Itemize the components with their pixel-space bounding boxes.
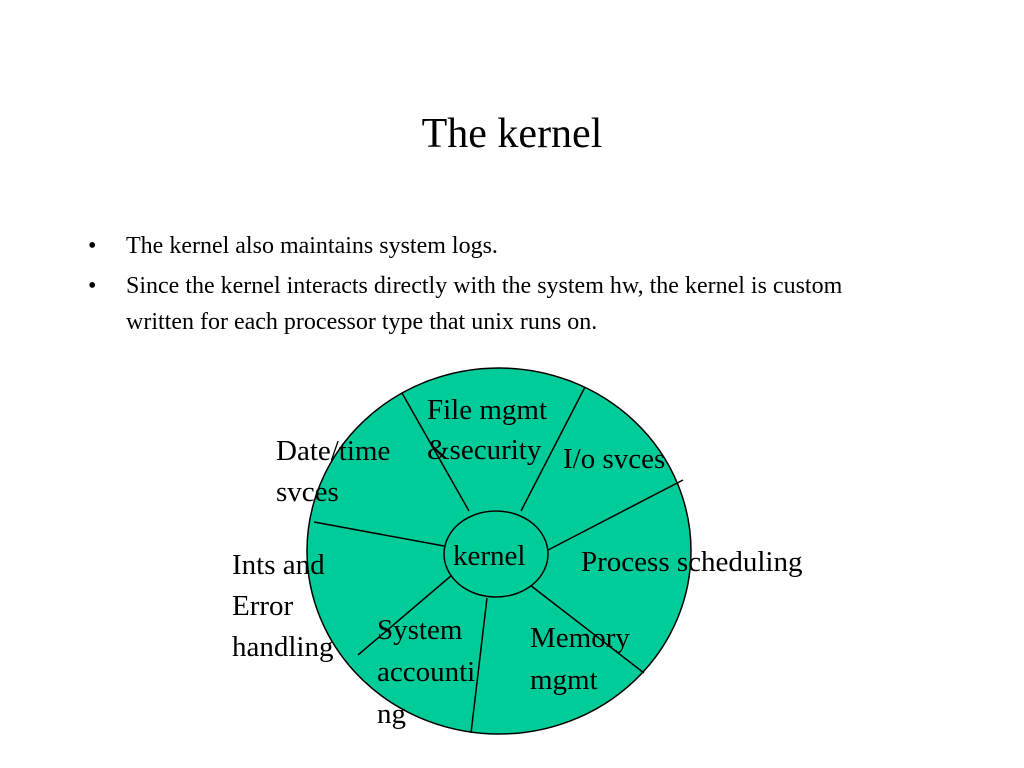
io-services-label <box>563 443 665 475</box>
label-line: ng <box>377 698 406 730</box>
kernel-label: kernel <box>453 540 526 572</box>
label-line: mgmt <box>530 664 598 696</box>
label-line: handling <box>232 631 334 663</box>
bullet-text: The kernel also maintains system logs. <box>126 233 498 259</box>
label-line: Process scheduling <box>581 546 803 578</box>
process-scheduling-label <box>581 546 803 578</box>
slide-title: The kernel <box>421 111 603 157</box>
label-line: I/o svces <box>563 443 666 475</box>
label-line: File mgmt <box>427 394 548 426</box>
label-line: svces <box>276 476 339 508</box>
label-line: System <box>377 614 463 646</box>
label-line: Error <box>232 590 294 622</box>
bullet-icon: • <box>88 273 97 299</box>
label-line: Ints and <box>232 549 325 581</box>
bullet-icon: • <box>88 233 97 259</box>
label-line: Memory <box>530 622 630 654</box>
label-line: Date/time <box>276 435 391 467</box>
label-line: accounti <box>377 656 476 688</box>
bullet-text: Since the kernel interacts directly with the system hw, the kernel is custom written for each processor type that unix runs on. <box>126 273 843 335</box>
label-line: &security <box>427 434 542 466</box>
